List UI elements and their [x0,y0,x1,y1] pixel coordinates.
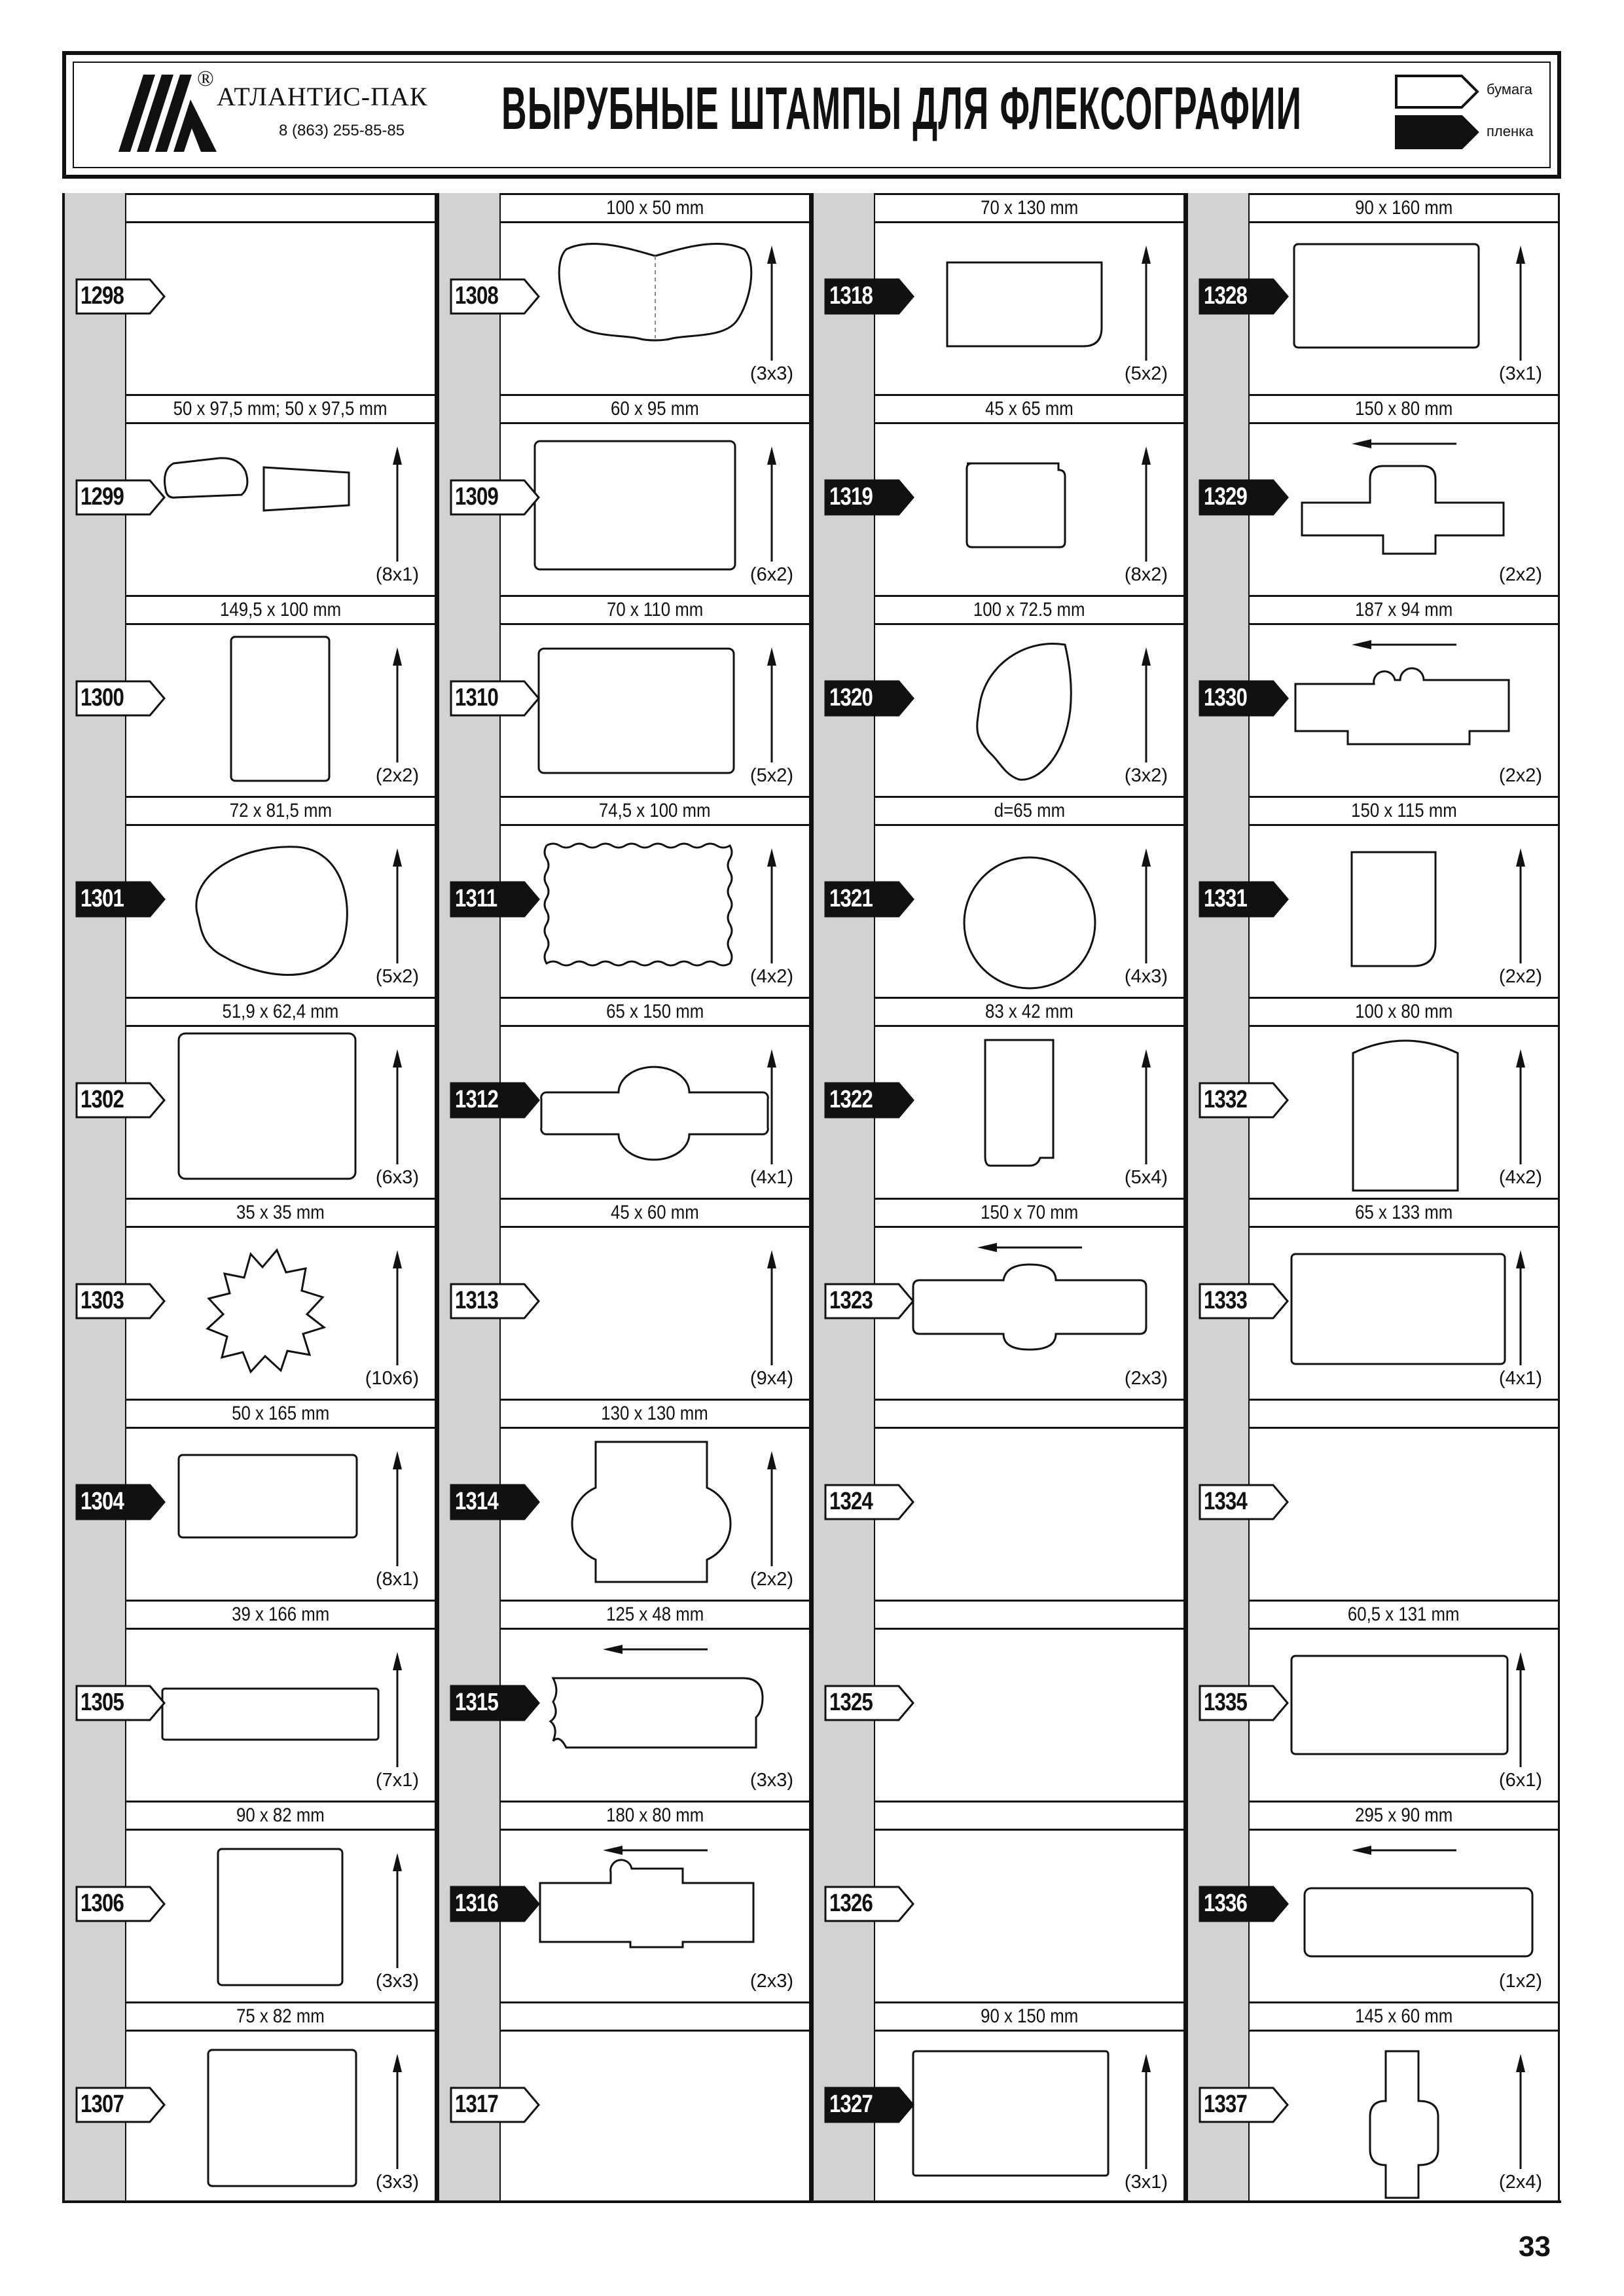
die-cell[interactable] [126,1399,437,1600]
die-cell[interactable] [875,1600,1185,1801]
die-size-text: 70 x 130 mm [980,197,1079,219]
film-code-tag[interactable] [1199,680,1290,717]
die-multiplicity: (10x6) [365,1368,419,1389]
die-cell[interactable] [501,1801,811,2001]
die-size-text: 65 x 133 mm [1354,1202,1453,1223]
die-code: 1331 [1204,885,1248,912]
die-size-text: 90 x 150 mm [980,2005,1079,2027]
legend-film-label: пленка [1487,123,1534,139]
die-code: 1320 [829,684,873,711]
die-size-label [875,595,1183,625]
die-cell[interactable] [1250,997,1560,1198]
die-size-text: 100 x 80 mm [1354,1001,1453,1022]
film-code-tag[interactable] [824,2087,916,2123]
die-code: 1315 [455,1689,499,1716]
die-cell[interactable] [126,394,437,595]
die-multiplicity: (3x3) [749,363,793,384]
die-size-label [1250,394,1558,424]
die-code: 1337 [1204,2090,1248,2118]
die-code: 1334 [1204,1488,1248,1515]
die-multiplicity: (2x2) [749,1569,793,1590]
die-size-text: 295 x 90 mm [1354,1804,1453,1826]
die-cell[interactable] [875,2001,1185,2202]
catalog-column [811,193,1185,2202]
die-code: 1300 [81,684,124,711]
legend-paper-label: бумага [1487,81,1533,98]
die-size-label [126,394,435,424]
die-cell[interactable] [501,1600,811,1801]
die-multiplicity: (2x3) [1124,1368,1168,1389]
film-code-tag[interactable] [1199,278,1290,315]
die-size-label [1250,595,1558,625]
die-size-label [126,595,435,625]
paper-code-tag[interactable] [75,680,167,717]
die-size-text: 35 x 35 mm [236,1202,325,1223]
die-code: 1333 [1204,1287,1248,1314]
die-size-label [501,1801,809,1831]
material-legend [1395,75,1559,153]
die-size-label [1250,796,1558,826]
die-size-label [501,1399,809,1429]
die-size-label [126,193,435,223]
die-multiplicity: (2x4) [1498,2172,1542,2193]
die-code: 1322 [829,1086,873,1113]
die-code: 1312 [455,1086,499,1113]
paper-code-tag[interactable] [75,2087,167,2123]
die-multiplicity: (5x2) [749,765,793,786]
die-size-text: 65 x 150 mm [605,1001,704,1022]
die-code: 1303 [81,1287,124,1314]
die-code: 1305 [81,1689,124,1716]
die-cell[interactable] [501,2001,811,2202]
die-size-text: 39 x 166 mm [231,1604,330,1625]
die-size-label [501,796,809,826]
film-code-tag[interactable] [824,680,916,717]
die-multiplicity: (2x2) [375,765,419,786]
die-size-text: 75 x 82 mm [236,2005,325,2027]
die-cell[interactable] [501,595,811,796]
die-code: 1326 [829,1890,873,1917]
film-code-tag[interactable] [450,1685,541,1721]
die-size-label [875,1198,1183,1228]
die-cell[interactable] [1250,1198,1560,1399]
die-multiplicity: (8x1) [375,564,419,585]
film-code-tag[interactable] [450,881,541,918]
die-cell[interactable] [875,796,1185,997]
die-size-label [126,1600,435,1630]
die-code: 1327 [829,2090,873,2118]
die-multiplicity: (2x2) [1498,966,1542,987]
die-size-text: 130 x 130 mm [601,1403,709,1424]
die-size-label [126,796,435,826]
die-size-text: 187 x 94 mm [1354,599,1453,620]
die-multiplicity: (4x2) [749,966,793,987]
die-cell[interactable] [875,1801,1185,2001]
film-code-tag[interactable] [824,881,916,918]
die-code: 1317 [455,2090,499,2118]
page-number: 33 [1519,2231,1551,2263]
die-size-text: 45 x 60 mm [611,1202,699,1223]
die-size-label [875,193,1183,223]
die-size-text: 72 x 81,5 mm [229,800,332,821]
paper-code-tag[interactable] [450,479,541,516]
die-code: 1310 [455,684,499,711]
die-size-text: 180 x 80 mm [605,1804,704,1826]
paper-code-tag[interactable] [75,1886,167,1922]
die-code: 1324 [829,1488,873,1515]
die-size-text: d=65 mm [994,800,1065,821]
paper-code-tag[interactable] [1199,1685,1290,1721]
die-cell[interactable] [875,394,1185,595]
die-code: 1316 [455,1890,499,1917]
catalog-header [62,51,1561,179]
die-multiplicity: (4x1) [749,1167,793,1188]
die-size-text: 50 x 97,5 mm; 50 x 97,5 mm [173,398,388,420]
die-code: 1330 [1204,684,1248,711]
catalog-column [437,193,811,2202]
die-cell[interactable] [501,193,811,394]
die-size-label [126,997,435,1027]
die-size-label [126,2001,435,2032]
die-grid [62,193,1561,2202]
die-cell[interactable] [1250,1399,1560,1600]
die-cell[interactable] [1250,796,1560,997]
die-cell[interactable] [126,1801,437,2001]
die-code: 1298 [81,282,124,310]
die-multiplicity: (2x2) [1498,765,1542,786]
paper-code-tag[interactable] [450,2087,541,2123]
die-cell[interactable] [875,193,1185,394]
legend-tags-icon [1395,75,1480,153]
die-size-label [875,796,1183,826]
die-shape-none [1250,1429,1560,1600]
die-size-text: 74,5 x 100 mm [599,800,711,821]
die-size-text: 50 x 165 mm [231,1403,330,1424]
page-title: ВЫРУБНЫЕ ШТАМПЫ ДЛЯ ФЛЕКСОГРАФИИ [501,75,1303,142]
die-cell[interactable] [1250,595,1560,796]
die-multiplicity: (6x3) [375,1167,419,1188]
die-cell[interactable] [1250,394,1560,595]
die-multiplicity: (3x3) [375,2172,419,2193]
die-cell[interactable] [1250,2001,1560,2202]
die-code: 1332 [1204,1086,1248,1113]
paper-code-tag[interactable] [450,278,541,315]
die-multiplicity: (3x3) [749,1770,793,1791]
die-size-label [501,1198,809,1228]
film-code-tag[interactable] [450,1082,541,1119]
die-cell[interactable] [126,997,437,1198]
die-cell[interactable] [875,997,1185,1198]
die-multiplicity: (2x2) [1498,564,1542,585]
catalog-column [62,193,437,2202]
die-code: 1313 [455,1287,499,1314]
die-cell[interactable] [1250,1801,1560,2001]
film-code-tag[interactable] [824,1082,916,1119]
die-size-label [1250,1801,1558,1831]
registered-mark: ® [197,67,214,91]
die-code: 1325 [829,1689,873,1716]
grid-bottom-border [62,2200,1561,2203]
die-size-label [501,997,809,1027]
die-size-label [875,2001,1183,2032]
die-shape-none [875,1630,1185,1801]
die-size-text: 60 x 95 mm [611,398,699,420]
die-size-label [1250,1600,1558,1630]
die-code: 1302 [81,1086,124,1113]
die-cell[interactable] [126,595,437,796]
brand-name: АТЛАНТИС-ПАК [217,82,428,111]
die-size-label [501,2001,809,2032]
die-cell[interactable] [875,595,1185,796]
die-multiplicity: (2x3) [749,1971,793,1992]
film-code-tag[interactable] [824,479,916,516]
paper-code-tag[interactable] [75,479,167,516]
die-code: 1301 [81,885,124,912]
die-shape-none [875,1831,1185,2001]
die-multiplicity: (8x1) [375,1569,419,1590]
die-size-label [501,595,809,625]
die-code: 1304 [81,1488,124,1515]
die-size-text: 150 x 70 mm [980,1202,1079,1223]
die-size-label [875,1600,1183,1630]
die-code: 1319 [829,483,873,511]
die-size-text: 45 x 65 mm [985,398,1074,420]
die-code: 1308 [455,282,499,310]
die-code: 1299 [81,483,124,511]
die-size-label [126,1801,435,1831]
die-multiplicity: (9x4) [749,1368,793,1389]
die-multiplicity: (3x3) [375,1971,419,1992]
die-size-label [875,394,1183,424]
die-size-label [501,394,809,424]
paper-code-tag[interactable] [75,1283,167,1319]
die-cell[interactable] [126,1198,437,1399]
die-size-text: 60,5 x 131 mm [1348,1604,1460,1625]
die-multiplicity: (5x2) [1124,363,1168,384]
die-multiplicity: (4x1) [1498,1368,1542,1389]
die-shape-none [875,1429,1185,1600]
die-multiplicity: (1x2) [1498,1971,1542,1992]
die-cell[interactable] [501,1399,811,1600]
film-code-tag[interactable] [1199,479,1290,516]
die-size-label [126,1399,435,1429]
die-code: 1307 [81,2090,124,2118]
die-code: 1321 [829,885,873,912]
die-code: 1318 [829,282,873,310]
film-code-tag[interactable] [1199,881,1290,918]
die-size-label [1250,1399,1558,1429]
die-size-label [1250,997,1558,1027]
die-size-text: 150 x 80 mm [1354,398,1453,420]
die-multiplicity: (6x1) [1498,1770,1542,1791]
die-cell[interactable] [1250,193,1560,394]
film-code-tag[interactable] [450,1886,541,1922]
die-multiplicity: (4x3) [1124,966,1168,987]
die-size-text: 90 x 160 mm [1354,197,1453,219]
die-size-text: 145 x 60 mm [1354,2005,1453,2027]
die-size-text: 149,5 x 100 mm [219,599,342,620]
die-code: 1309 [455,483,499,511]
film-code-tag[interactable] [75,1484,167,1520]
paper-code-tag[interactable] [1199,1484,1290,1520]
paper-code-tag[interactable] [450,680,541,717]
die-code: 1314 [455,1488,499,1515]
die-size-text: 100 x 50 mm [605,197,704,219]
paper-code-tag[interactable] [450,1283,541,1319]
die-multiplicity: (8x2) [1124,564,1168,585]
die-size-text: 125 x 48 mm [605,1604,704,1625]
die-code: 1329 [1204,483,1248,511]
die-cell[interactable] [126,1600,437,1801]
die-code: 1336 [1204,1890,1248,1917]
die-code: 1335 [1204,1689,1248,1716]
paper-code-tag[interactable] [824,1484,916,1520]
brand-phone: 8 (863) 255-85-85 [279,122,405,139]
die-size-text: 150 x 115 mm [1350,800,1457,821]
catalog-column [1185,193,1560,2202]
die-size-text: 100 x 72.5 mm [973,599,1085,620]
die-code: 1311 [455,885,497,912]
die-multiplicity: (5x2) [375,966,419,987]
paper-code-tag[interactable] [75,1685,167,1721]
die-shape-none [501,2032,811,2202]
die-multiplicity: (7x1) [375,1770,419,1791]
die-cell[interactable] [126,796,437,997]
die-cell[interactable] [875,1399,1185,1600]
paper-code-tag[interactable] [824,1283,916,1319]
paper-code-tag[interactable] [824,1685,916,1721]
die-cell[interactable] [875,1198,1185,1399]
film-code-tag[interactable] [824,278,916,315]
die-size-text: 90 x 82 mm [236,1804,325,1826]
die-code: 1306 [81,1890,124,1917]
die-code: 1323 [829,1287,873,1314]
die-size-label [1250,1198,1558,1228]
paper-code-tag[interactable] [824,1886,916,1922]
die-size-label [875,997,1183,1027]
die-cell[interactable] [1250,1600,1560,1801]
die-cell[interactable] [501,1198,811,1399]
die-size-label [1250,2001,1558,2032]
film-code-tag[interactable] [75,881,167,918]
die-multiplicity: (5x4) [1124,1167,1168,1188]
die-size-text: 70 x 110 mm [606,599,704,620]
die-size-label [875,1399,1183,1429]
die-shape-none [126,223,437,394]
die-size-label [501,1600,809,1630]
paper-code-tag[interactable] [1199,1082,1290,1119]
die-cell[interactable] [501,997,811,1198]
paper-code-tag[interactable] [75,1082,167,1119]
die-multiplicity: (3x1) [1124,2172,1168,2193]
die-size-label [126,1198,435,1228]
die-size-text: 83 x 42 mm [985,1001,1074,1022]
die-code: 1328 [1204,282,1248,310]
die-cell[interactable] [126,193,437,394]
die-multiplicity: (4x2) [1498,1167,1542,1188]
die-size-text: 51,9 x 62,4 mm [222,1001,339,1022]
die-cell[interactable] [126,2001,437,2202]
die-multiplicity: (3x1) [1498,363,1542,384]
paper-code-tag[interactable] [1199,2087,1290,2123]
die-size-label [875,1801,1183,1831]
die-multiplicity: (3x2) [1124,765,1168,786]
film-code-tag[interactable] [1199,1886,1290,1922]
paper-code-tag[interactable] [1199,1283,1290,1319]
die-size-label [501,193,809,223]
paper-code-tag[interactable] [75,278,167,315]
die-cell[interactable] [501,394,811,595]
film-code-tag[interactable] [450,1484,541,1520]
die-size-label [1250,193,1558,223]
die-multiplicity: (6x2) [749,564,793,585]
die-cell[interactable] [501,796,811,997]
